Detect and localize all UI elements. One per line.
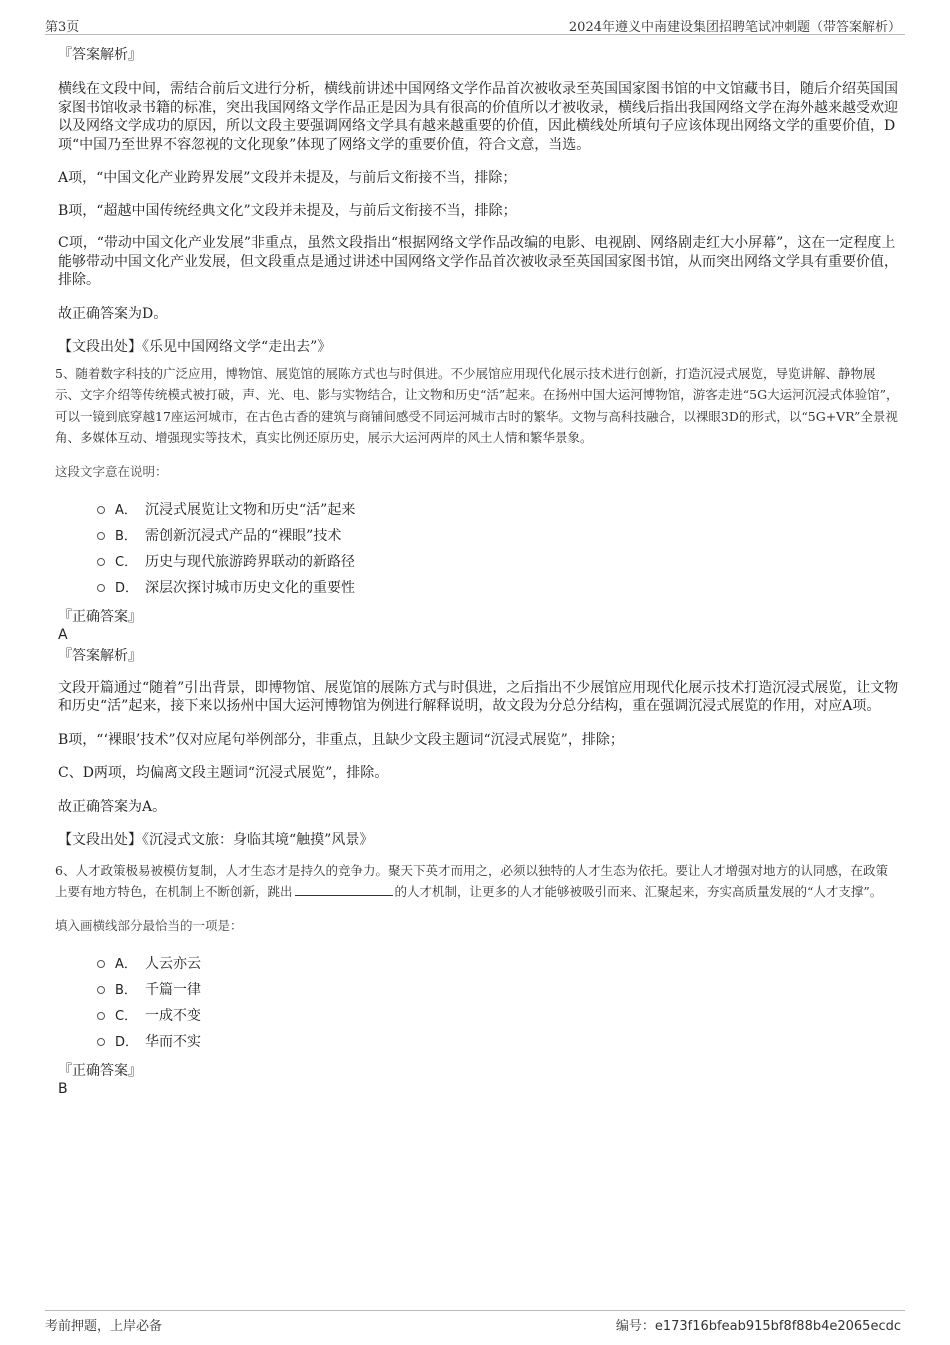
- radio-button-icon[interactable]: [97, 986, 105, 994]
- q4-analysis-label: 『答案解析』: [58, 47, 142, 63]
- radio-button-icon[interactable]: [97, 960, 105, 968]
- page-number: 第3页: [45, 20, 80, 35]
- q5-option-d[interactable]: D． 深层次探讨城市历史文化的重要性: [95, 575, 900, 601]
- q4-analysis-p3: B项，“超越中国传统经典文化”文段并未提及，与前后文衔接不当，排除；: [58, 202, 517, 219]
- q5-option-c[interactable]: C． 历史与现代旅游跨界联动的新路径: [95, 549, 900, 575]
- q5-analysis-p4: 故正确答案为A。: [58, 798, 167, 815]
- q5-source: 【文段出处】《沉浸式文旅：身临其境“触摸”风景》: [58, 832, 374, 848]
- q6-option-a[interactable]: A． 人云亦云: [95, 951, 900, 977]
- q4-analysis-p5: 故正确答案为D。: [58, 305, 168, 322]
- q6-options: [95, 951, 900, 1055]
- radio-button-icon[interactable]: [97, 558, 105, 566]
- main-content: [55, 46, 900, 1098]
- q6-option-b[interactable]: B． 千篇一律: [95, 977, 900, 1003]
- q5-analysis-p2: B项，“‘裸眼’技术”仅对应尾句举例部分，非重点，且缺少文段主题词“沉浸式展览”，排除；: [58, 731, 624, 748]
- document-code: 编号：e173f16bfeab915bf8f88b4e2065ecdc: [615, 1319, 901, 1334]
- radio-button-icon[interactable]: [97, 584, 105, 592]
- q4-analysis-p4: C项，“带动中国文化产业发展”非重点，虽然文段指出“根据网络文学作品改编的电影、电视剧、网络剧走红大小屏幕”，这在一定程度上能够带动中国文化产业发展，但文段重点是通过讲述中国网络文学作品首次被收录至英国国家图书馆，从而突出网络文学具有重要价值，排除。: [58, 235, 898, 288]
- q5-option-b[interactable]: B． 需创新沉浸式产品的“裸眼”技术: [95, 523, 900, 549]
- q5-analysis-p3: C、D两项，均偏离文段主题词“沉浸式展览”，排除。: [58, 765, 389, 781]
- q6-answer: B: [58, 1080, 68, 1097]
- radio-button-icon[interactable]: [97, 532, 105, 540]
- q6-prompt: 填入画横线部分最恰当的一项是：: [55, 917, 243, 933]
- q5-text: 5、随着数字科技的广泛应用，博物馆、展览馆的展陈方式也与时俱进。不少展馆应用现代化展示技术进行创新，打造沉浸式展览，导览讲解、静物展示、文字介绍等传统模式被打破，声、光、电、影与实物结合，让文物和历史“活”起来。在扬州中国大运河博物馆，游客走进“5G大运河沉浸式体验馆”，可以一镜到底穿越17座运河城市，在古色古香的建筑与商铺间感受不同运河城市古时的繁华。文物与高科技融合，以裸眼3D的形式，以“5G+VR”全景视角、多媒体互动、增强现实等技术，真实比例还原历史，展示大运河两岸的风土人情和繁华景象。: [55, 365, 899, 445]
- radio-button-icon[interactable]: [97, 1038, 105, 1046]
- q6-text: 6、人才政策极易被模仿复制，人才生态才是持久的竞争力。聚天下英才而用之，必须以独特的人才生态为依托。要让人才增强对地方的认同感，在政策上要有地方特色，在机制上不断创新，跳出 的人才机制，让更多的人才能够被吸引而来、汇聚起来，夯实高质量发展的“人才支撑”。: [55, 862, 888, 899]
- radio-button-icon[interactable]: [97, 506, 105, 514]
- q4-source: 【文段出处】《乐见中国网络文学“走出去”》: [58, 339, 332, 355]
- q5-analysis-label: 『答案解析』: [58, 647, 142, 664]
- q5-option-a[interactable]: A． 沉浸式展览让文物和历史“活”起来: [95, 497, 900, 523]
- q4-analysis-p2: A项，“中国文化产业跨界发展”文段并未提及，与前后文衔接不当，排除；: [58, 170, 517, 186]
- q6-option-c[interactable]: C． 一成不变: [95, 1003, 900, 1029]
- q5-options: [95, 497, 900, 601]
- q5-answer-label: 『正确答案』: [58, 608, 142, 625]
- q5-analysis-p1: 文段开篇通过“随着”引出背景，即博物馆、展览馆的展陈方式与时俱进，之后指出不少展馆应用现代化展示技术打造沉浸式展览，让文物和历史“活”起来，接下来以扬州中国大运河博物馆为例进行解释说明，故文段为分总分结构，重在强调沉浸式展览的作用，对应A项。: [58, 679, 899, 714]
- fill-blank: [295, 883, 393, 896]
- q6-option-d[interactable]: D． 华而不实: [95, 1029, 900, 1055]
- q4-analysis-p1: 横线在文段中间，需结合前后文进行分析，横线前讲述中国网络文学作品首次被收录至英国国家图书馆的中文馆藏书目，随后介绍英国国家图书馆收录书籍的标准，突出我国网络文学作品正是因为具有很高的价值所以才被收录，横线后指出我国网络文学在海外越来越受欢迎以及网络文学成功的原因，所以文段主要强调网络文学具有越来越重要的价值，因此横线处所填句子应该体现出网络文学的重要价值，D项“中国乃至世界不容忽视的文化现象”体现了网络文学的重要价值，符合文意，当选。: [58, 81, 898, 153]
- radio-button-icon[interactable]: [97, 1012, 105, 1020]
- q5-prompt: 这段文字意在说明：: [55, 463, 168, 479]
- page-footer: [45, 1310, 905, 1333]
- page-header: [45, 14, 905, 35]
- q6-answer-label: 『正确答案』: [58, 1062, 142, 1079]
- footer-slogan: 考前押题，上岸必备: [45, 1319, 163, 1334]
- document-title: 2024年遵义中南建设集团招聘笔试冲刺题（带答案解析）: [568, 20, 901, 35]
- q5-answer: A: [58, 626, 68, 643]
